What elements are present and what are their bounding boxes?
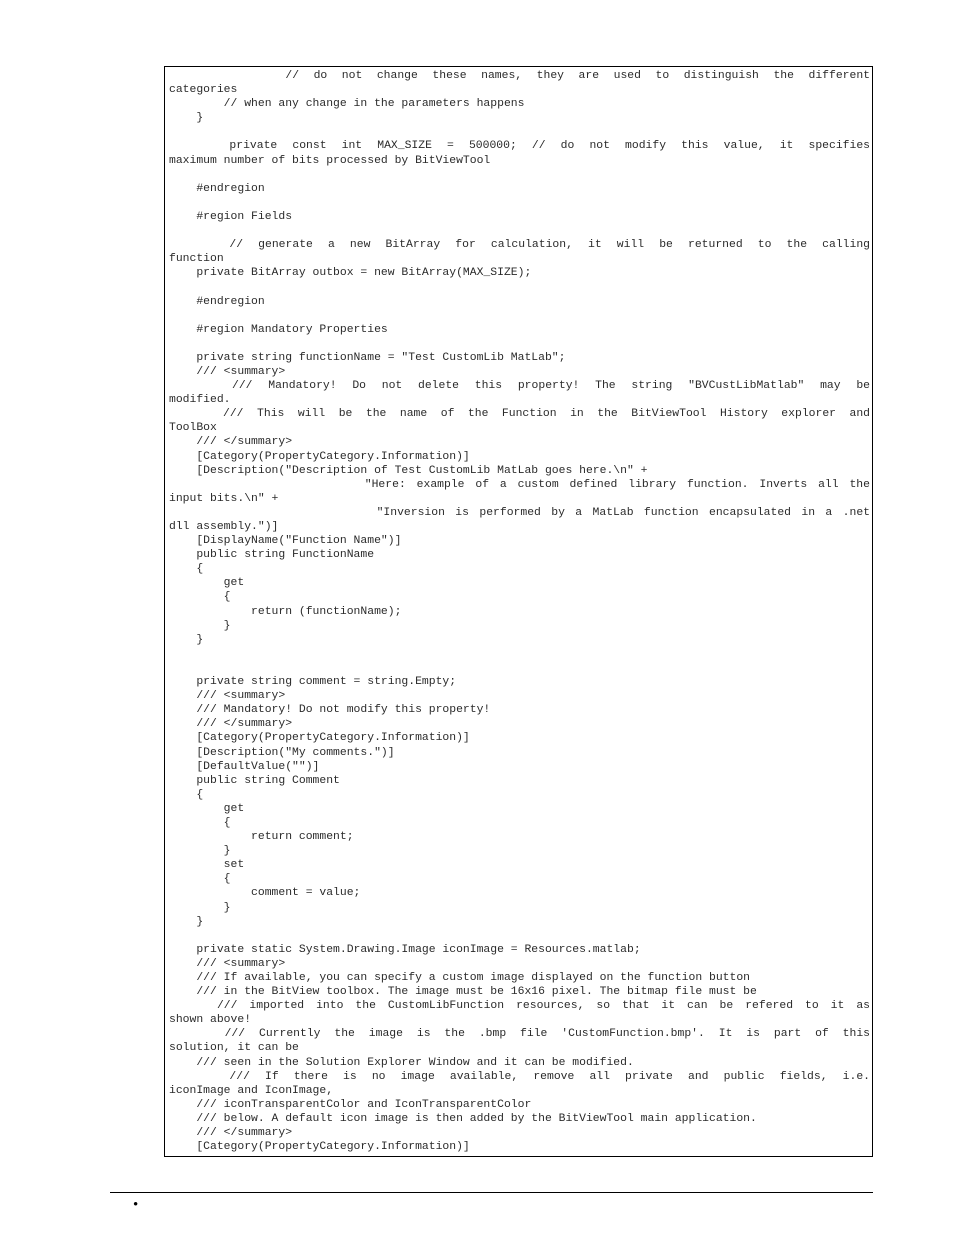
code-line: // generate a new BitArray for calculation, it will be returned to the calling [169,239,870,252]
code-line [169,647,870,661]
code-line: ToolBox [169,422,217,435]
code-line: /// <summary> [169,365,286,378]
code-line [169,661,870,675]
code-line: /// <summary> [169,690,286,703]
code-line: /// imported into the CustomLibFunction resources, so that it can be refered to it as [169,1000,870,1013]
code-line: return comment; [169,831,354,844]
code-line: { [169,816,231,829]
code-line: modified. [169,394,231,407]
code-line [169,196,870,210]
code-line: // do not change these names, they are used to distinguish the different [169,70,870,82]
code-line: /// </summary> [169,436,293,449]
code-line: shown above! [169,1014,252,1027]
code-line: /// below. A default icon image is then added by the BitViewTool main application. [169,1112,757,1125]
code-line [169,168,870,182]
code-line: [Description("My comments.")] [169,746,395,759]
code-line [169,125,870,139]
code-line: { [169,591,231,604]
code-line: iconImage and IconImage, [169,1084,334,1097]
code-block [169,69,870,1154]
code-line: "Inversion is performed by a MatLab function encapsulated in a .net [169,506,870,519]
code-line: /// Mandatory! Do not modify this property! [169,704,491,717]
code-line: #endregion [169,295,265,308]
code-line: } [169,901,231,914]
code-line: [Description("Description of Test CustomLib MatLab goes here.\n" + [169,464,648,477]
code-line: /// If there is no image available, remove all private and public fields, i.e. [169,1070,870,1083]
code-line: public string Comment [169,774,340,787]
code-line: /// <summary> [169,957,286,970]
code-line: [DefaultValue("")] [169,760,320,773]
footer-bullet: • [133,1197,139,1213]
code-line: "Here: example of a custom defined library function. Inverts all the [169,478,870,491]
code-line [169,309,870,323]
code-line: /// </summary> [169,718,293,731]
code-line: maximum number of bits processed by BitViewTool [169,154,491,167]
code-line: // when any change in the parameters happens [169,98,525,111]
code-line: } [169,845,231,858]
code-line: /// Currently the image is the .bmp file 'CustomFunction.bmp'. It is part of this [169,1028,870,1041]
code-line: /// in the BitView toolbox. The image must be 16x16 pixel. The bitmap file must be [169,986,757,999]
code-line: { [169,873,231,886]
code-line: private const int MAX_SIZE = 500000; // do not modify this value, it specifies [169,140,870,153]
code-line: { [169,788,204,801]
code-line: dll assembly.")] [169,521,279,533]
code-line: [DisplayName("Function Name")] [169,535,402,548]
code-line: private BitArray outbox = new BitArray(MAX_SIZE); [169,267,532,280]
code-line [169,224,870,238]
code-line: { [169,563,204,576]
code-line: #region Mandatory Properties [169,323,388,336]
code-line: get [169,577,245,590]
code-line [169,929,870,943]
code-line: input bits.\n" + [169,492,279,505]
code-line: #endregion [169,182,265,195]
code-line: } [169,112,204,125]
code-line [169,280,870,294]
code-line: /// seen in the Solution Explorer Window and it can be modified. [169,1056,634,1069]
code-line: comment = value; [169,887,361,900]
code-line: [Category(PropertyCategory.Information)] [169,732,470,745]
code-line: public string FunctionName [169,549,375,562]
code-line: function [169,253,224,266]
code-line: private static System.Drawing.Image iconImage = Resources.matlab; [169,943,641,956]
code-line: categories [169,84,238,97]
code-line: set [169,859,245,872]
code-line: /// iconTransparentColor and IconTransparentColor [169,1098,532,1111]
code-line: return (functionName); [169,605,402,618]
code-line: [Category(PropertyCategory.Information)] [169,450,470,463]
code-line: [Category(PropertyCategory.Information)] [169,1141,470,1154]
code-line: /// This will be the name of the Function in the BitViewTool History explorer and [169,408,870,421]
code-line: /// If available, you can specify a custom image displayed on the function button [169,972,751,984]
code-line [169,337,870,351]
code-line: } [169,915,204,928]
code-line: } [169,633,204,646]
code-line: #region Fields [169,210,293,223]
code-line: private string functionName = "Test CustomLib MatLab"; [169,351,566,364]
code-listing-box [164,66,873,1157]
code-line: solution, it can be [169,1042,299,1055]
code-line: get [169,802,245,815]
code-line: private string comment = string.Empty; [169,676,457,689]
code-line: } [169,619,231,632]
code-line: /// Mandatory! Do not delete this property! The string "BVCustLibMatlab" may be [169,380,870,393]
footer-rule [110,1192,873,1193]
code-line: /// </summary> [169,1127,293,1140]
